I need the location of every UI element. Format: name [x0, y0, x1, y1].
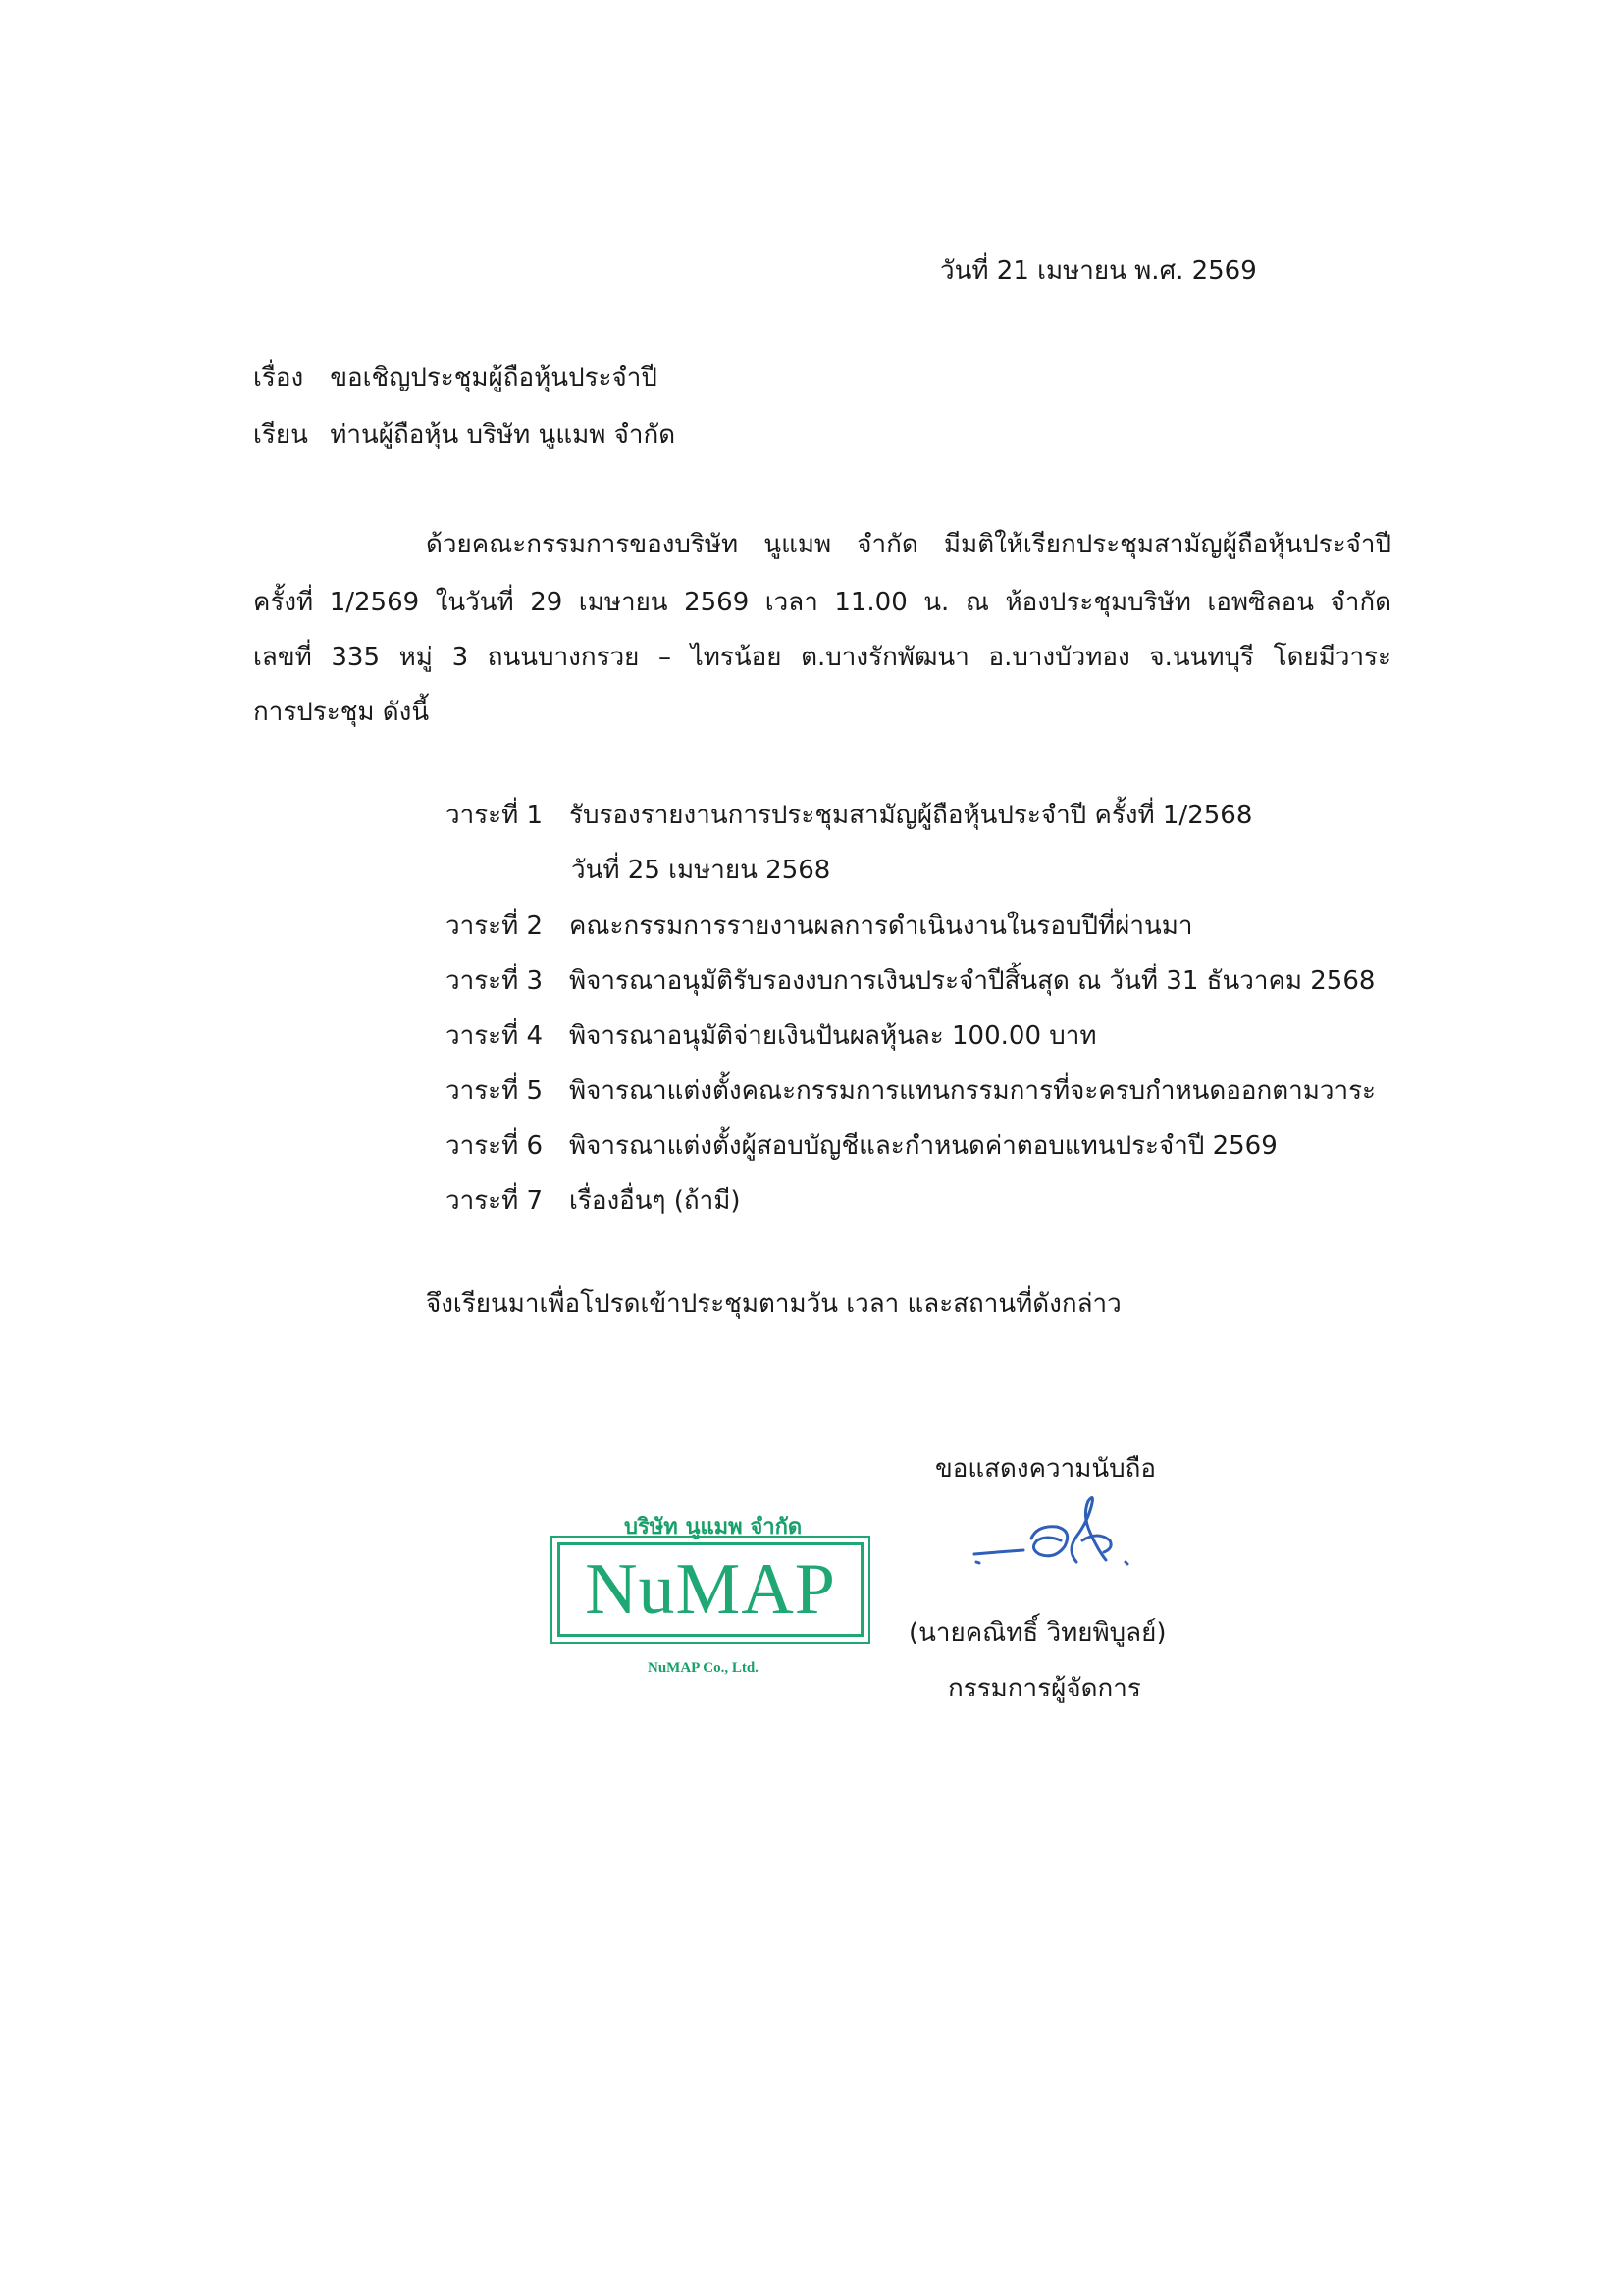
- company-stamp-logo: [557, 1542, 864, 1637]
- subject-line: [253, 365, 657, 391]
- agenda-text: พิจารณาแต่งตั้งผู้สอบบัญชีและกำหนดค่าตอบแทนประจำปี 2569: [569, 1131, 1278, 1161]
- agenda-label: วาระที่ 3: [445, 966, 544, 996]
- agenda-item-2: [445, 913, 1192, 939]
- agenda-item-5: [445, 1078, 1376, 1104]
- regards-text: ขอแสดงความนับถือ: [935, 1454, 1156, 1484]
- stamp-logo-text: NuMAP: [585, 1548, 836, 1630]
- agenda-item-1: [445, 803, 1252, 828]
- subject-text: ขอเชิญประชุมผู้ถือหุ้นประจำปี: [330, 363, 657, 392]
- body-paragraph-line-3: เลขที่ 335 หมู่ 3 ถนนบางกรวย – ไทรน้อย ต.บางรักพัฒนา อ.บางบัวทอง จ.นนทบุรี โดยมีวาระ: [253, 643, 1391, 672]
- agenda-label: วาระที่ 1: [445, 801, 544, 830]
- letter-date: วันที่ 21 เมษายน พ.ศ. 2569: [940, 256, 1257, 286]
- closing-sentence: จึงเรียนมาเพื่อโปรดเข้าประชุมตามวัน เวลา และสถานที่ดังกล่าว: [426, 1289, 1122, 1319]
- agenda-label: วาระที่ 7: [445, 1186, 544, 1216]
- stamp-company-thai: บริษัท นูแมพ จำกัด: [624, 1514, 803, 1539]
- agenda-text: พิจารณาอนุมัติรับรองงบการเงินประจำปีสิ้นสุด ณ วันที่ 31 ธันวาคม 2568: [569, 966, 1376, 996]
- agenda-item-7: [445, 1188, 741, 1214]
- signer-title: กรรมการผู้จัดการ: [948, 1674, 1141, 1703]
- agenda-label: วาระที่ 5: [445, 1076, 544, 1106]
- agenda-text: พิจารณาแต่งตั้งคณะกรรมการแทนกรรมการที่จะครบกำหนดออกตามวาระ: [569, 1076, 1377, 1106]
- agenda-item-3: [445, 968, 1375, 994]
- body-paragraph-line-4: การประชุม ดังนี้: [253, 698, 430, 727]
- agenda-item-4: [445, 1023, 1097, 1049]
- agenda-label: วาระที่ 6: [445, 1131, 544, 1161]
- signer-name: (นายคณิทธิ์ วิทยพิบูลย์): [909, 1618, 1167, 1647]
- agenda-text: เรื่องอื่นๆ (ถ้ามี): [569, 1186, 741, 1216]
- stamp-company-english: NuMAP Co., Ltd.: [648, 1660, 759, 1676]
- agenda-text: คณะกรรมการรายงานผลการดำเนินงานในรอบปีที่ผ่านมา: [569, 912, 1193, 941]
- agenda-label: วาระที่ 4: [445, 1021, 544, 1051]
- handwritten-signature: [967, 1482, 1163, 1590]
- subject-label: เรื่อง: [253, 363, 304, 392]
- recipient-text: ท่านผู้ถือหุ้น บริษัท นูแมพ จำกัด: [330, 420, 676, 449]
- recipient-label: เรียน: [253, 420, 308, 449]
- agenda-text: พิจารณาอนุมัติจ่ายเงินปันผลหุ้นละ 100.00 บาท: [569, 1021, 1097, 1051]
- recipient-line: [253, 422, 675, 447]
- body-paragraph-line-1: ด้วยคณะกรรมการของบริษัท นูแมพ จำกัด มีมติให้เรียกประชุมสามัญผู้ถือหุ้นประจำปี: [426, 530, 1391, 559]
- agenda-item-6: [445, 1133, 1278, 1159]
- agenda-item-1-continuation: วันที่ 25 เมษายน 2568: [571, 856, 831, 885]
- agenda-label: วาระที่ 2: [445, 912, 544, 941]
- agenda-text: รับรองรายงานการประชุมสามัญผู้ถือหุ้นประจำปี ครั้งที่ 1/2568: [569, 801, 1253, 830]
- body-paragraph-line-2: ครั้งที่ 1/2569 ในวันที่ 29 เมษายน 2569 เวลา 11.00 น. ณ ห้องประชุมบริษัท เอพซิลอน จำกัด: [253, 588, 1391, 617]
